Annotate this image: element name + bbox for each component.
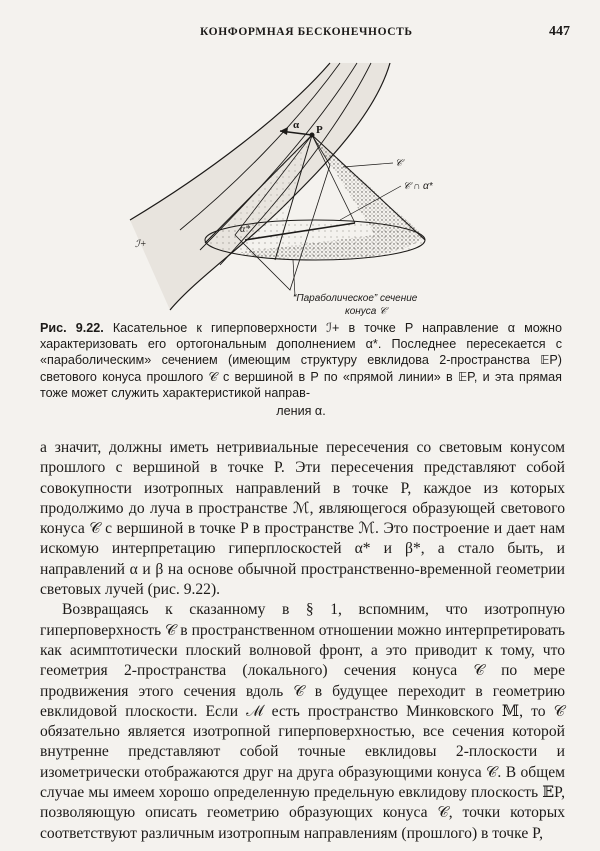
caption-text: Касательное к гиперповерхности ℐ+ в точке P направление α можно характеризовать его ортогональным дополнением α*. Последнее пересекается с «параболическим» сечением (имеющим структуру евклидова 2-пространства 𝔼P) светового конуса прошлого 𝒞 с вершиной в P по «прямой линии» в 𝔼P, и эта прямая тоже может служить характеристикой направ- — [40, 321, 563, 400]
label-section-line2: конуса 𝒞 — [345, 306, 387, 317]
label-intersection: 𝒞 ∩ α* — [403, 181, 433, 192]
body-text — [40, 438, 565, 844]
label-section-line1: “Параболическое” сечение — [293, 293, 418, 304]
figure-9-22 — [125, 55, 525, 320]
section-pointer — [293, 260, 295, 296]
caption-text-end: ления α. — [276, 404, 326, 419]
caption-number: Рис. 9.22. — [40, 321, 104, 335]
label-cone: 𝒞 — [395, 158, 403, 169]
running-head — [40, 24, 570, 44]
paragraph-1: а значит, должны иметь нетривиальные пересечения со световым конусом прошлого с вершиной в точке P. Эти пересечения представляют собой совокупности изотропных направлений в точке P, каждое из которых продолжимо до луча в пространстве ℳ, являющегося образующей светового конуса 𝒞 с вершиной в точке P в пространстве ℳ. Это построение и дает нам искомую интерпретацию гиперплоскостей α* и β*, а стало быть, и направлений α и β на основе обычной пространственно-временной геометрии световых лучей (рис. 9.22). — [40, 439, 565, 599]
label-alpha-star: α* — [240, 224, 251, 235]
running-title: КОНФОРМНАЯ БЕСКОНЕЧНОСТЬ — [200, 26, 413, 38]
figure-caption — [40, 320, 562, 419]
label-P: P — [316, 124, 323, 136]
label-alpha: α — [293, 119, 300, 131]
page-number: 447 — [549, 24, 570, 39]
cone-pointer — [343, 163, 393, 167]
paragraph-2: Возвращаясь к сказанному в § 1, вспомним, что изотропную гиперповерхность 𝒞 в пространственном отношении можно интерпретировать как асимптотически плоский волновой фронт, а это приводит к тому, что геометрия 2-пространства (локального) сечения конуса 𝒞 по мере продвижения этого сечения вдоль 𝒞 в будущее переходит в геометрию евклидовой плоскости. Если ℳ есть пространство Минковского 𝕄, то 𝒞 обязательно является изотропной гиперповерхностью, все сечения которой внутренне представляют собой точные евклидовы 2-плоскости и изометрически отображаются друг на друга образующими конуса 𝒞. В общем случае мы имеем хорошо определенную предельную евклидову плоскость 𝔼P, позволяющую описать геометрию образующих конуса 𝒞, точки которых соответствуют различным изотропным направлениям (прошлого) в точке P, — [40, 601, 565, 842]
label-hypersurface: ℐ+ — [135, 239, 147, 250]
